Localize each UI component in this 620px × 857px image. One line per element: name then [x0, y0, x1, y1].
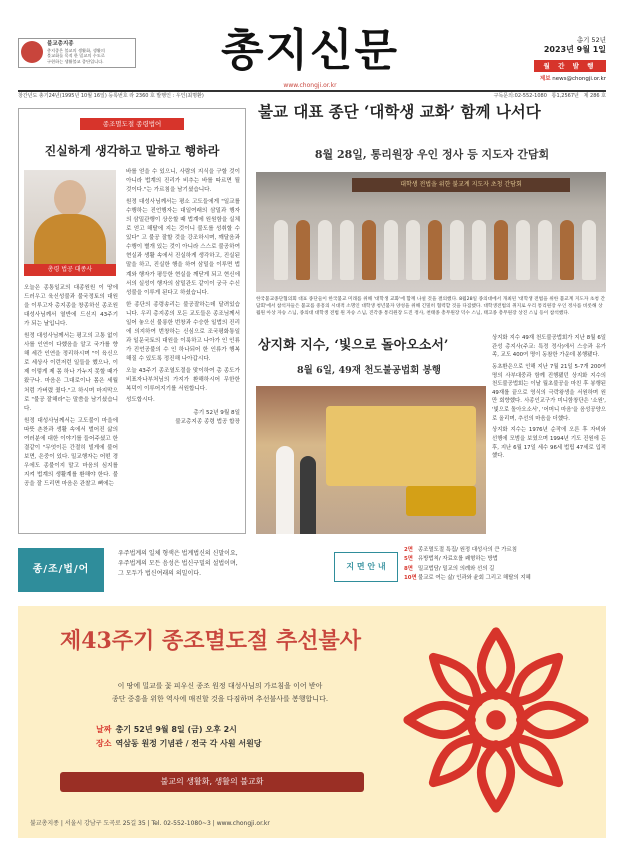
masthead-logo-box	[18, 38, 136, 68]
issue-seq: 제 286 호	[583, 93, 606, 99]
logo-desc-2: 불교화를 목적 한 밀교의 수도로	[47, 53, 105, 59]
person-figure	[450, 220, 464, 280]
paragraph: 바를 얻을 수 있으니, 사람의 지식을 구할 것이 아니라 법계의 진리가 비추는 바를 따르면 될 것이다."는 가르침을 남기셨습니다.	[126, 169, 240, 194]
ad-footer: 불교총지종 | 서울시 강남구 도곡로 25길 35 | Tel. 02-552-1080~3 | www.chongji.or.kr	[30, 820, 270, 827]
index-text: 불교로 여는 삶/ 인과와 윤회 그리고 해탈의 지혜	[418, 574, 531, 581]
frequency-badge: 월 간 발 행	[534, 60, 606, 72]
subscription: 구독문의:02-552-1080	[493, 93, 547, 99]
person-figure	[318, 220, 332, 280]
ad-place-key: 장소	[96, 738, 112, 748]
dharma-talk-badge: 종조멸도절 종령법어	[80, 118, 184, 130]
ad-title: 제43주기 종조멸도절 추선불사	[60, 628, 361, 654]
motto-line: 그 모두가 법신여래의 의밀이다.	[118, 570, 201, 578]
person-figure	[340, 220, 354, 280]
paragraph: 원정 대성사님께서는 고도불이 마을에 따뜻 촌찬과 생활 속에서 벌어진 삶의 여러분에 대한 이야기를 들어주셨고 한결같이 "무엇이든 간절히 빌게에 불어보면, 은중이 있다. 밀교행자는 어떤 경우에도 종불이지 말고 마음의 심지를 지켜 법계의 생활계를 환해야 한다. 불공을 잘 드리면 마음은 관찰고 뼈에는	[24, 417, 118, 487]
paragraph: 성도합시다.	[126, 397, 155, 404]
paragraph: 오늘은 종통일교의 대종원원 이 땅에 드러우고 육신성불과 불국정토의 대원을 이루고자 총지종을 창종하신 종조원 대성사님께서 열반에 드신지 43주기 가 되는 날입니다.	[24, 285, 118, 328]
ad-place-value: 역삼동 원정 기념관 / 전국 각 사원 서원당	[115, 738, 262, 748]
person-figure	[516, 220, 530, 280]
person-figure	[274, 220, 288, 280]
ad-date-value: 총기 52년 9월 8일 (금) 오후 2시	[115, 725, 237, 734]
memorial-service-photo	[256, 386, 486, 534]
issue-year: 총기 52년	[576, 36, 606, 44]
portrait-caption: 총령 법공 대종사	[24, 264, 116, 276]
meeting-photo-caption: 한국불교종단협의회 대표 종단들이 한국불교 미래를 위해 '대학생 교화'에 함께 나설 것을 결의했다. 8월28일 종의대에서 개최된 '대학생 전법을 위한 불교계 지도자 초청 간담회'에서 참석자들은 불교를 중흥의 시대적 소명인 대학생 청년불자 양성을 위해 긴밀히 협력할 것을 다짐했다. 대학생전법의 취지로 우리 통리원장 우인 정사를 비롯해 상월원 아상 자승 스님, 종의대 대학생 전법 원 자승 스님, 진각종 통리원장 도진 정사, 천태종 총무원장 덕수 스님, 태고종 총무원장 상진 스님 등이 참석했다.	[256, 297, 605, 317]
logo-desc	[47, 48, 135, 64]
email-link[interactable]: news@chongji.or.kr	[552, 76, 606, 82]
index-text: 밀교법담/ 밀교의 의례와 선의 길	[418, 565, 495, 572]
person-figure	[560, 220, 574, 280]
index-page: 8면	[404, 565, 413, 572]
paper-title: 총지신문	[220, 25, 399, 76]
person-figure	[362, 220, 376, 280]
main-headline: 불교 대표 종단 ‘대학생 교화’ 함께 나서다	[258, 102, 541, 121]
index-text: 종조멸도절 특집/ 원정 대성사의 큰 가르침	[418, 547, 517, 553]
index-page: 2면	[404, 547, 413, 553]
person-figure	[300, 456, 316, 534]
index-page: 10면	[404, 574, 417, 581]
meeting-group-photo	[256, 172, 606, 292]
person-figure	[582, 220, 596, 280]
founder-words-label: 종/조/법/어	[18, 548, 104, 592]
meeting-banner: 대학생 전법을 위한 불교계 지도자 초청 간담회	[352, 178, 570, 192]
motto-pill: 불교의 생활화, 생활의 불교화	[60, 772, 364, 792]
paragraph: 한 종단의 종령송리는 불공잘하는데 달려있습니다. 우리 총지종의 모든 교도들은 종조님께서 일어 놓으신 불롱한 번창과 수승한 일법의 진리에 의지하여 번창하는 신심으로 조국평화통일과 일문국토의 대원을 이룩하고 나아가 인 인류가 진언공불의 수 인 하나되어 한 인류가 행복해질 수 있도록 정진해 나아갑시다.	[126, 301, 240, 362]
page-index-label: 지 면 안 내	[334, 552, 398, 582]
issue-date: 2023년 9월 1일	[543, 44, 606, 54]
publisher-info: 창간년도 총기24년(1995년 10월 16일) 등록번호 라 2360 호 발행인 : 우인(최명환)	[18, 93, 204, 99]
ad-line: 이 땅에 밀교를 꽃 피우신 종조 원정 대성사님의 가르침을 이어 받아	[117, 682, 323, 690]
ad-date	[96, 723, 386, 737]
chongji-emblem-icon	[21, 41, 43, 63]
logo-desc-3: 구현하는 생활불교 종단입니다.	[47, 58, 104, 64]
paragraph: 상지화 지수는 1976년 순작에 오른 후 자비와 선행에 모범을 보였으며 1994년 기도 진원에 든 후, 지난 6월 17일 세수 96세 법립 47세로 입적했다.	[492, 427, 606, 460]
dharma-talk-col1	[24, 284, 118, 489]
person-figure	[428, 220, 442, 280]
person-figure	[276, 446, 294, 534]
page-index-list	[404, 546, 606, 583]
index-item[interactable]	[404, 574, 606, 583]
site-url-link[interactable]: www.chongji.or.kr	[283, 82, 337, 89]
ad-place	[96, 737, 386, 751]
person-figure	[472, 220, 486, 280]
offering-table	[406, 486, 476, 516]
person-figure	[406, 220, 420, 280]
date-block	[520, 36, 606, 56]
ad-text	[60, 680, 380, 705]
logo-org: 불교총지종	[47, 41, 74, 47]
portrait-head	[54, 180, 86, 216]
person-figure	[384, 220, 398, 280]
paragraph: 오늘 43주기 종조열도절을 맞이하여 총 종도가 비표자나부처님의 가지가 환해하시어 무한한 복덕이 이루어지기를 서원합니다.	[126, 367, 240, 393]
founder-words	[118, 549, 328, 580]
master-portrait-photo	[24, 170, 116, 272]
ad-date-key: 날짜	[96, 725, 112, 734]
paragraph: 상지화 지수 49재 천도불공법회가 지난 8월 6일 관성 총지사(주교: 특정 정사)에서 스승과 유가족, 교도 400여 명이 동참한 가운데 봉행됐다.	[492, 335, 606, 359]
ad-details	[96, 723, 386, 750]
paragraph: 원정 대성사님께서는 평소 고도들에게 "일교를 수행하는 진언행자는 대일여래의 삼밀과 행자의 삼밀관행이 상응할 때 법계에 원원함을 실체로 얻고 해탈에 지는 것이니 불도를 성취할 수 있다" 고 불공 잘할 것을 강조하시며, 깨달음과 수행이 별개 있는 것이 아니라 스스로 불공하여 현실과 생활 속에서 진실하게 생각하고, 진실된 말을 하고, 진실한 행을 하여 삼밀을 이루면 법계와 행자가 평등한 현실을 깨닫게 되고 현신에서의 실성이 행자의 삼밀관도 같이이 궁극 수신성불을 이루게 된다고 하셨습니다.	[126, 199, 240, 296]
dharma-talk-headline: 진실하게 생각하고 말하고 행하라	[44, 144, 220, 158]
paragraph: 동초환은으로 인해 지난 7월 21일 5-7개 200여 명의 사부대중과 함께 진행됐던 상지화 지수의 천도불공법회는 이날 월초불공을 마친 후 봉행된 49재를 끝으로 영식의 극락왕생을 서원하며 원만 회향했다. 사종인교구가 미니함창단은 '소원', '빛으로 돌아오소서', '어머니 마음'을 음성공양으로 올리며, 추선의 마음을 더했다.	[492, 363, 606, 422]
email-line	[520, 74, 606, 82]
motto-line: 우주법계의 일체 형색은 법계법신의 신말이요,	[118, 550, 238, 557]
second-body	[492, 334, 606, 461]
index-item[interactable]	[404, 565, 606, 574]
ad-line: 종단 중흥을 위한 역사에 매진할 것을 다짐하며 추선불사를 봉행합니다.	[111, 694, 329, 703]
dharma-talk-col2	[126, 168, 240, 427]
person-figure	[494, 220, 508, 280]
motto-line: 우주법계의 모든 음성은 법신구밀의 설법이며,	[118, 560, 238, 568]
altar-shape	[326, 406, 476, 486]
index-text: 유방법칙/ 자료호를 쾌형하는 방법	[418, 556, 498, 563]
person-figure	[538, 220, 552, 280]
person-figure	[296, 220, 310, 280]
index-item[interactable]	[404, 555, 606, 564]
email-label: 제보	[539, 76, 551, 82]
second-headline: 상지화 지수, ‘빛으로 돌아오소서’	[258, 338, 449, 353]
issue-info	[400, 92, 606, 99]
lotus-emblem-icon	[398, 622, 594, 818]
index-item[interactable]	[404, 546, 606, 555]
logo-desc-1: 총지종은 불교의 생활화, 생활의	[47, 48, 105, 53]
issue-no: 통1,2567년	[551, 93, 579, 99]
signature-date: 총기 52년 9월 8일	[193, 410, 240, 417]
index-page: 5면	[404, 556, 413, 563]
paragraph: 원정 대성사님께서는 평고의 고통 없이 사를 인연이 다했음을 알고 국가를 향해 세간 인연을 정리하시며 "이 육신으로 세상사 이런저런 일들을 했으나, 이제 이렇게 제 몸 하나 가누지 못할 때가 왔구나. 마음은 그대로이나 몸은 세월처럼 가버렸 줬다."고 하시며 마지막으로 "불공 잘해라"는 말씀을 남기셨습니다.	[24, 333, 118, 412]
second-subheadline: 8월 6일, 49재 천도불공법회 봉행	[297, 365, 441, 376]
signature-name: 불교총지종 종령 법공 합장	[175, 419, 240, 426]
main-subheadline: 8월 28일, 통리원장 우인 정사 등 지도자 간담회	[314, 148, 550, 161]
